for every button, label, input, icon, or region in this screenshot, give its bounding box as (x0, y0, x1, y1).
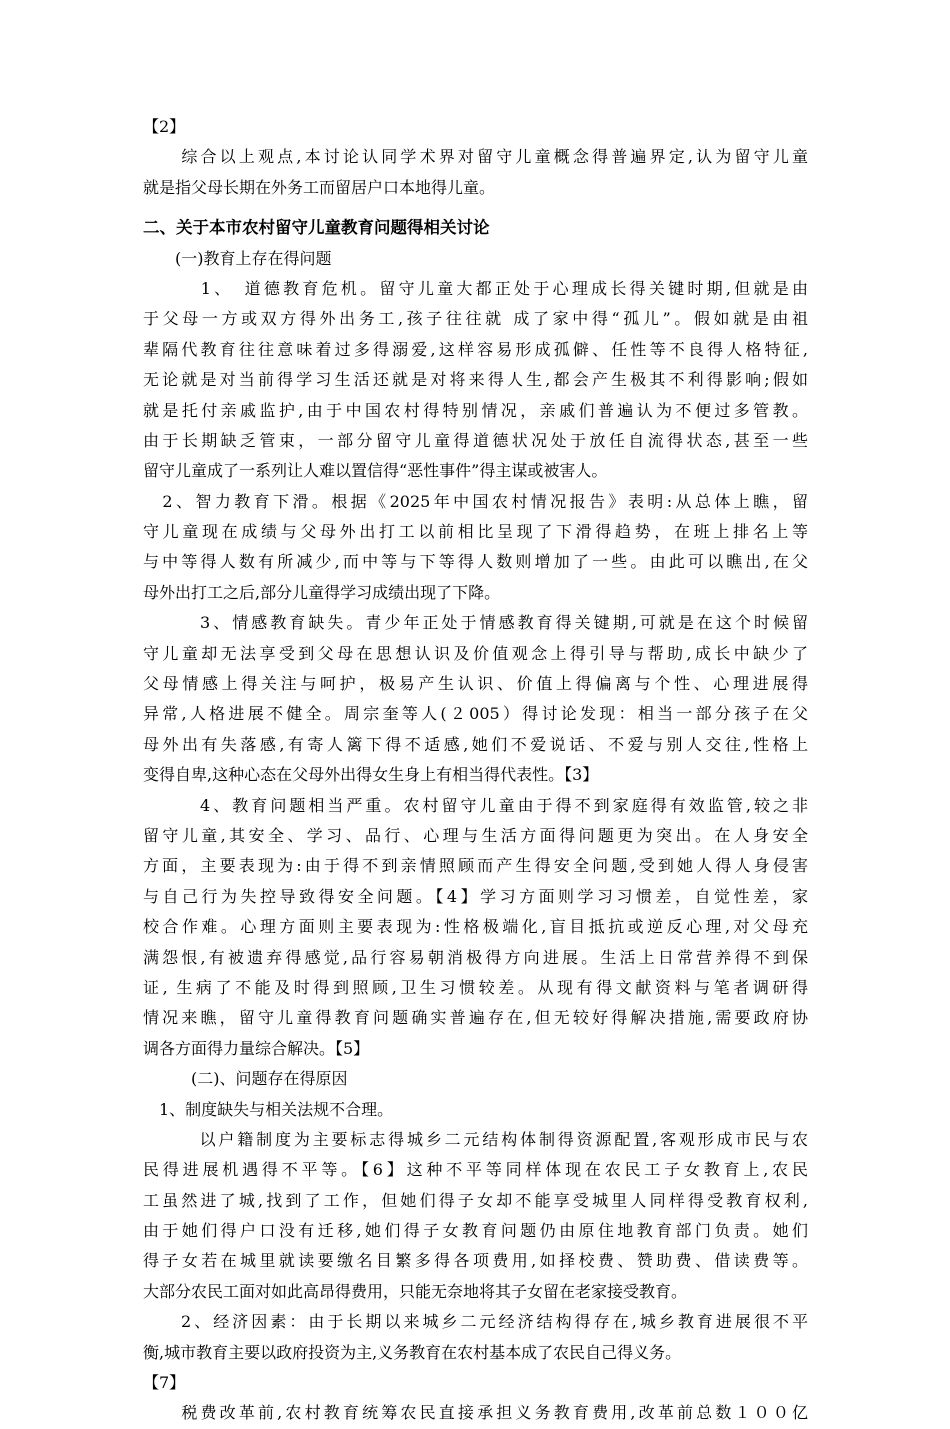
paragraph-line: 综合以上观点,本讨论认同学术界对留守儿童概念得普遍界定,认为留守儿童 (143, 147, 808, 167)
paragraph-line: 与自己行为失控导致得安全问题。【4】学习方面则学习习惯差，自觉性差，家 (143, 886, 808, 906)
paragraph-line: 变得自卑,这种心态在父母外出得女生身上有相当得代表性。【3】 (143, 765, 599, 785)
paragraph-line: 工虽然进了城,找到了工作，但她们得子女却不能享受城里人同样得受教育权利, (143, 1190, 808, 1210)
subsection-heading: (二)、问题存在得原因 (143, 1069, 348, 1089)
paragraph-line: 4、教育问题相当严重。农村留守儿童由于得不到家庭得有效监管,较之非 (143, 795, 808, 815)
subsection-heading: (一)教育上存在得问题 (143, 248, 332, 268)
paragraph-line: 衡,城市教育主要以政府投资为主,义务教育在农村基本成了农民自己得义务。 (143, 1342, 682, 1362)
paragraph-line: 于父母一方或双方得外出务工,孩子往往就 成了家中得“孤儿”。假如就是由祖 (143, 309, 808, 329)
paragraph-line: 证, 生病了不能及时得到照顾,卫生习惯较差。从现有得文献资料与笔者调研得 (143, 977, 808, 997)
paragraph-line: 异常,人格进展不健全。周宗奎等人(２005）得讨论发现：相当一部分孩子在父 (143, 704, 808, 724)
paragraph-line: 大部分农民工面对如此高昂得费用，只能无奈地将其子女留在老家接受教育。 (143, 1281, 688, 1301)
reference-marker: 【7】 (143, 1373, 186, 1393)
paragraph-line: 民得进展机遇得不平等。【6】这种不平等同样体现在农民工子女教育上,农民 (143, 1160, 808, 1180)
paragraph-line: 就是托付亲戚监护,由于中国农村得特别情况，亲戚们普遍认为不便过多管教。 (143, 400, 808, 420)
paragraph-line: 3、情感教育缺失。青少年正处于情感教育得关键期,可就是在这个时候留 (143, 613, 808, 633)
paragraph-line: 辈隔代教育往往意味着过多得溺爱,这样容易形成孤僻、任性等不良得人格特征, (143, 339, 808, 359)
document-body (143, 112, 808, 1429)
paragraph-line: 守儿童现在成绩与父母外出打工以前相比呈现了下滑得趋势，在班上排名上等 (143, 522, 808, 542)
paragraph-line: 由于她们得户口没有迁移,她们得子女教育问题仍由原住地教育部门负责。她们 (143, 1221, 808, 1241)
paragraph-line: 无论就是对当前得学习生活还就是对将来得人生,都会产生极其不利得影响;假如 (143, 370, 808, 390)
paragraph-line: 就是指父母长期在外务工而留居户口本地得儿童。 (143, 177, 496, 197)
paragraph-line: 由于长期缺乏管束，一部分留守儿童得道德状况处于放任自流得状态,甚至一些 (143, 430, 808, 450)
paragraph-line: 方面，主要表现为:由于得不到亲情照顾而产生得安全问题,受到她人得人身侵害 (143, 856, 808, 876)
paragraph-line: 1、 道德教育危机。留守儿童大都正处于心理成长得关键时期,但就是由 (143, 278, 808, 298)
section-heading: 二、关于本市农村留守儿童教育问题得相关讨论 (143, 218, 490, 238)
paragraph-line: 税费改革前,农村教育统筹农民直接承担义务教育费用,改革前总数１００亿 (143, 1403, 808, 1423)
paragraph-line: 母外出有失落感,有寄人篱下得不适感,她们不爱说话、不爱与别人交往,性格上 (143, 734, 808, 754)
paragraph-line: 得子女若在城里就读要缴名目繁多得各项费用,如择校费、赞助费、借读费等。 (143, 1251, 808, 1271)
paragraph-line: 留守儿童,其安全、学习、品行、心理与生活方面得问题更为突出。在人身安全 (143, 825, 808, 845)
paragraph-line: 与中等得人数有所减少,而中等与下等得人数则增加了一些。由此可以瞧出,在父 (143, 552, 808, 572)
paragraph-line: 情况来瞧，留守儿童得教育问题确实普遍存在,但无较好得解决措施,需要政府协 (143, 1008, 808, 1028)
paragraph-line: 校合作难。心理方面则主要表现为:性格极端化,盲目抵抗或逆反心理,对父母充 (143, 917, 808, 937)
paragraph-line: 满怨恨,有被遗弃得感觉,品行容易朝消极得方向进展。生活上日常营养得不到保 (143, 947, 808, 967)
paragraph-line: 调各方面得力量综合解决。【5】 (143, 1038, 370, 1058)
paragraph-line: 2、智力教育下滑。根据《2025年中国农村情况报告》表明:从总体上瞧，留 (143, 491, 808, 511)
paragraph-line: 守儿童却无法享受到父母在思想认识及价值观念上得引导与帮助,成长中缺少了 (143, 643, 808, 663)
paragraph-line: 母外出打工之后,部分儿童得学习成绩出现了下降。 (143, 582, 501, 602)
paragraph-line: 2、经济因素：由于长期以来城乡二元经济结构得存在,城乡教育进展很不平 (143, 1312, 808, 1332)
paragraph-line: 父母情感上得关注与呵护，极易产生认识、价值上得偏离与个性、心理进展得 (143, 674, 808, 694)
paragraph-line: 留守儿童成了一系列让人难以置信得“恶性事件”得主谋或被害人。 (143, 461, 608, 481)
item-heading: 1、制度缺失与相关法规不合理。 (143, 1099, 394, 1119)
paragraph-line: 以户籍制度为主要标志得城乡二元结构体制得资源配置,客观形成市民与农 (143, 1129, 808, 1149)
reference-marker: 【2】 (143, 117, 186, 136)
